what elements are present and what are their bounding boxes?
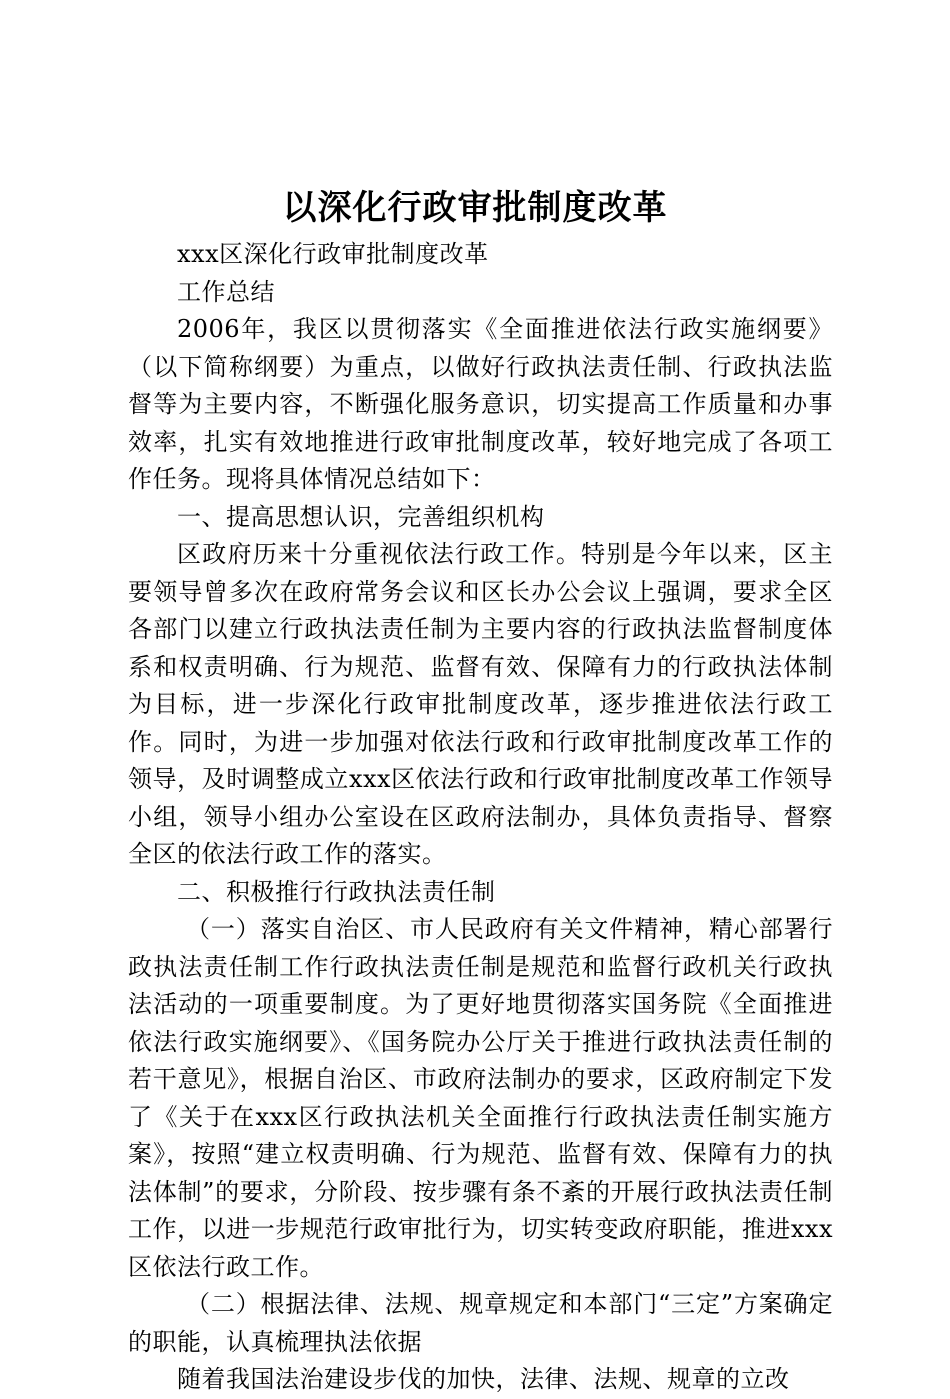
document-body [128,236,833,1399]
subtitle-line: xxx区深化行政审批制度改革 [177,240,489,268]
subsection-1-paragraph: （一）落实自治区、市人民政府有关文件精神，精心部署行政执法责任制工作行政执法责任制是规范和监督行政机关行政执法活动的一项重要制度。为了更好地贯彻落实国务院《全面推进依法行政实施纲要》、《国务院办公厅关于推进行政执法责任制的若干意见》，根据自治区、市政府法制办的要求，区政府制定下发了《关于在xxx区行政执法机关全面推行行政执法责任制实施方案》，按照“建立权责明确、行为规范、监督有效、保障有力的执法体制”的要求，分阶段、按步骤有条不紊的开展行政执法责任制工作，以进一步规范行政审批行为，切实转变政府职能，推进xxx区依法行政工作。 [128,915,833,1281]
section-heading-2: 二、积极推行行政执法责任制 [177,877,496,906]
subsection-2-heading: （二）根据法律、法规、规章规定和本部门“三定”方案确定的职能，认真梳理执法依据 [128,1290,833,1356]
subsection-2-paragraph: 随着我国法治建设步伐的加快，法律、法规、规章的立改 [177,1365,790,1393]
subtitle-line: 工作总结 [177,277,275,306]
intro-paragraph: 2006年，我区以贯彻落实《全面推进依法行政实施纲要》（以下简称纲要）为重点，以做好行政执法责任制、行政执法监督等为主要内容，不断强化服务意识，切实提高工作质量和办事效率，扎实有效地推进行政审批制度改革，较好地完成了各项工作任务。现将具体情况总结如下： [128,315,833,493]
section-1-paragraph: 区政府历来十分重视依法行政工作。特别是今年以来，区主要领导曾多次在政府常务会议和区长办公会议上强调，要求全区各部门以建立行政执法责任制为主要内容的行政执法监督制度体系和权责明确、行为规范、监督有效、保障有力的行政执法体制为目标，进一步深化行政审批制度改革，逐步推进依法行政工作。同时，为进一步加强对依法行政和行政审批制度改革工作的领导，及时调整成立xxx区依法行政和行政审批制度改革工作领导小组，领导小组办公室设在区政府法制办，具体负责指导、督察全区的依法行政工作的落实。 [128,540,833,868]
document-title: 以深化行政审批制度改革 [282,188,668,228]
section-heading-1: 一、提高思想认识，完善组织机构 [177,502,545,531]
